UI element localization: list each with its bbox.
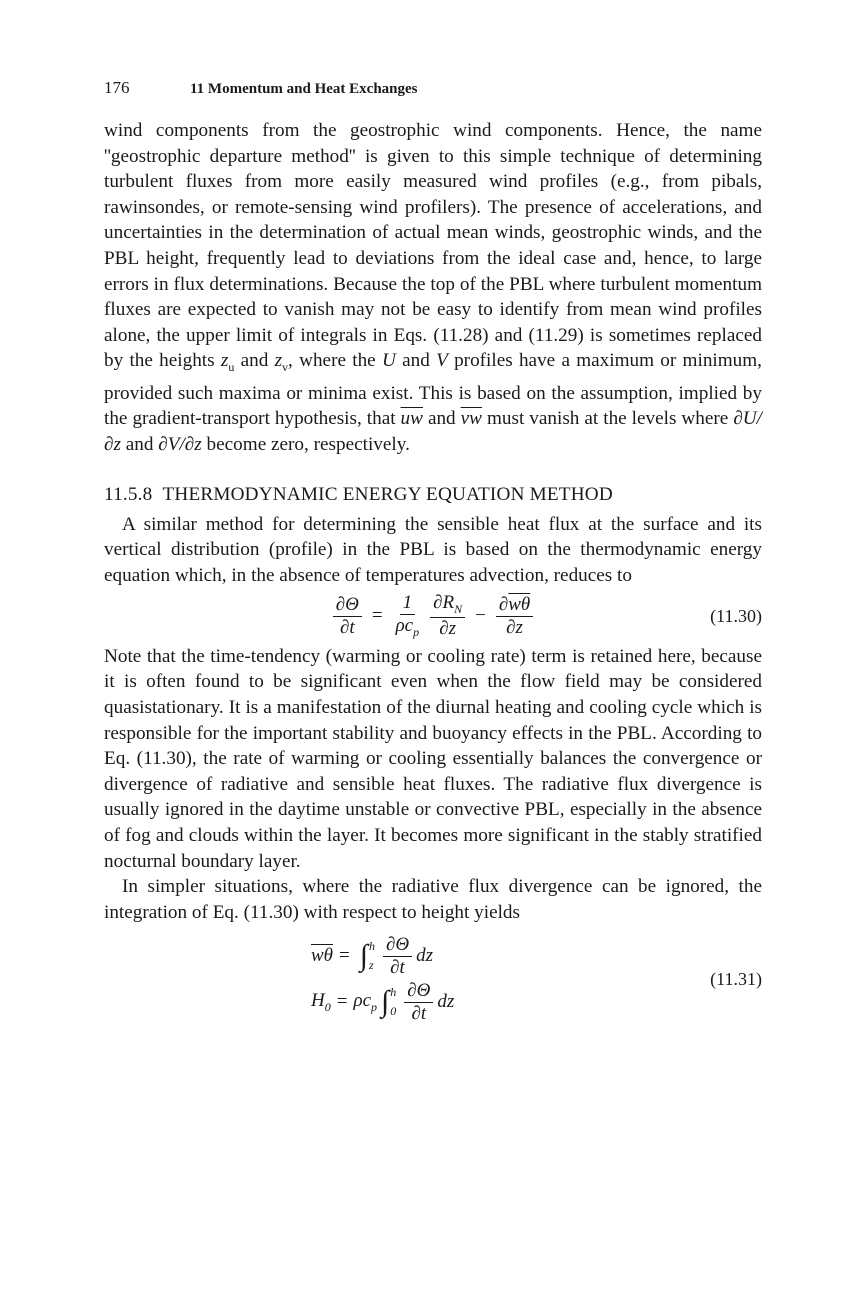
denominator: ∂z bbox=[506, 616, 523, 638]
var-z: z bbox=[220, 350, 229, 372]
numerator: ∂Θ bbox=[333, 594, 362, 617]
equation-line-surface-flux bbox=[311, 979, 762, 1025]
surface-heat-flux bbox=[311, 990, 331, 1015]
dR: ∂R bbox=[433, 592, 455, 614]
denominator: ∂t bbox=[390, 956, 405, 978]
text: and bbox=[395, 350, 437, 372]
H: H bbox=[311, 989, 325, 1011]
denominator bbox=[393, 615, 423, 640]
text: , where the bbox=[288, 350, 382, 372]
section-heading bbox=[104, 484, 762, 506]
fraction-radiative-divergence bbox=[430, 592, 465, 639]
subscript: N bbox=[454, 602, 463, 617]
integral-sign: ∫ bbox=[359, 939, 368, 973]
var-V: V bbox=[436, 350, 448, 372]
numerator: 1 bbox=[400, 592, 416, 615]
integral-limits bbox=[369, 937, 375, 975]
flux-wtheta: $\overline{w\theta}$ bbox=[311, 945, 334, 967]
paragraph-geostrophic-departure bbox=[104, 118, 762, 458]
subscript: p bbox=[371, 999, 378, 1014]
flux-wtheta: $\overline{w\theta}$ bbox=[508, 593, 531, 615]
differential: dz bbox=[437, 991, 455, 1013]
partial: ∂ bbox=[498, 593, 509, 615]
subscript: p bbox=[413, 624, 420, 639]
numerator bbox=[430, 592, 465, 618]
equation-11-31 bbox=[104, 933, 762, 1025]
equals-sign: = bbox=[339, 945, 350, 967]
var-U: U bbox=[381, 350, 396, 372]
running-head bbox=[104, 78, 762, 98]
text: profiles have a maximum or minimum, provided such maxima or minima exist. This is based on the assumption, implied by the gradient-transport hypothesis, that bbox=[104, 350, 762, 430]
lower-limit: z bbox=[368, 958, 374, 973]
flux-vw: $\overline{vw}$ bbox=[460, 408, 482, 430]
differential: dz bbox=[416, 945, 433, 967]
denominator: ∂t bbox=[339, 616, 355, 638]
text: and bbox=[234, 350, 275, 372]
denominator: ∂t bbox=[411, 1002, 427, 1024]
equals-sign: = bbox=[371, 605, 383, 627]
numerator bbox=[496, 594, 533, 617]
numerator: ∂Θ bbox=[383, 934, 412, 957]
fraction-dTheta-dt bbox=[383, 934, 412, 979]
fraction-coefficient bbox=[393, 592, 423, 639]
paragraph-method-intro: A similar method for determining the sensible heat flux at the surface and its vertical distribution (profile) in the PBL is based on the thermodynamic energy equation which, in the absence of temperatures advection, reduces to bbox=[104, 513, 762, 586]
text: and bbox=[422, 408, 461, 430]
chapter-title: 11 Momentum and Heat Exchanges bbox=[190, 81, 418, 97]
derivative-dVdz: ∂V/∂z bbox=[158, 433, 202, 455]
book-page bbox=[104, 78, 762, 1025]
rho-cp bbox=[353, 990, 377, 1015]
subscript: v bbox=[282, 360, 289, 375]
rho-cp: ρc bbox=[395, 615, 414, 637]
page-number: 176 bbox=[104, 78, 130, 97]
numerator: ∂Θ bbox=[404, 980, 433, 1003]
text: become zero, respectively. bbox=[201, 433, 410, 455]
upper-limit: h bbox=[368, 939, 375, 954]
subscript: 0 bbox=[324, 999, 331, 1014]
equation-11-30 bbox=[104, 592, 762, 639]
fraction-dTheta-dt bbox=[404, 980, 433, 1025]
section-number: 11.5.8 bbox=[104, 483, 153, 505]
lower-limit: 0 bbox=[390, 1004, 397, 1019]
text: and bbox=[120, 433, 159, 455]
equation-number: (11.30) bbox=[710, 605, 762, 626]
equation-line-flux bbox=[311, 933, 762, 979]
flux-uw: $\overline{uw}$ bbox=[400, 408, 423, 430]
fraction-dTheta-dt bbox=[333, 594, 362, 639]
integral-sign: ∫ bbox=[381, 985, 390, 1019]
section-title: THERMODYNAMIC ENERGY EQUATION METHOD bbox=[162, 483, 613, 505]
text: wind components from the geostrophic wind components. Hence, the name ''geostrophic departure method'' is given to this simple technique of determining turbulent fluxes from more easily measured wind profiles (e.g., from pibals, rawinsondes, or remote-sensing wind profilers). The presence of accelerations, and uncertainties in the determination of actual mean winds, geostrophic winds, and the PBL height, frequently lead to deviations from the ideal case and, hence, to large errors in flux determinations. Because the top of the PBL where turbulent momentum fluxes are expected to vanish may not be easy to identify from mean wind profiles alone, the upper limit of integrals in Eqs. (11.28) and (11.29) is sometimes replaced by the heights bbox=[104, 120, 762, 372]
subscript: u bbox=[228, 360, 235, 375]
integral-limits bbox=[390, 983, 396, 1021]
text: must vanish at the levels where bbox=[481, 408, 734, 430]
equals-sign: = bbox=[336, 991, 348, 1013]
denominator: ∂z bbox=[439, 617, 457, 639]
paragraph-integration: In simpler situations, where the radiative flux divergence can be ignored, the integration of Eq. (11.30) with respect to height yields bbox=[104, 876, 762, 923]
minus-sign: − bbox=[475, 605, 486, 627]
upper-limit: h bbox=[390, 985, 397, 1000]
fraction-heat-flux-divergence bbox=[496, 594, 533, 639]
var-z: z bbox=[274, 350, 283, 372]
paragraph-time-tendency: Note that the time-tendency (warming or cooling rate) term is retained here, because it is often found to be significant even when the flow field may be considered quasistationary. It is a manifestation of the diurnal heating and cooling cycle which is responsible for the important stability and buoyancy effects in the PBL. According to Eq. (11.30), the rate of warming or cooling essentially balances the convergence or divergence of radiative and sensible heat fluxes. The radiative flux divergence is usually ignored in the daytime unstable or convective PBL, especially in the absence of fog and clouds within the layer. It becomes more significant in the stably stratified nocturnal boundary layer. bbox=[104, 645, 762, 872]
derivative-dUdz: ∂U/∂z bbox=[104, 408, 762, 455]
equation-number: (11.31) bbox=[710, 969, 762, 990]
coef: ρc bbox=[353, 989, 372, 1011]
